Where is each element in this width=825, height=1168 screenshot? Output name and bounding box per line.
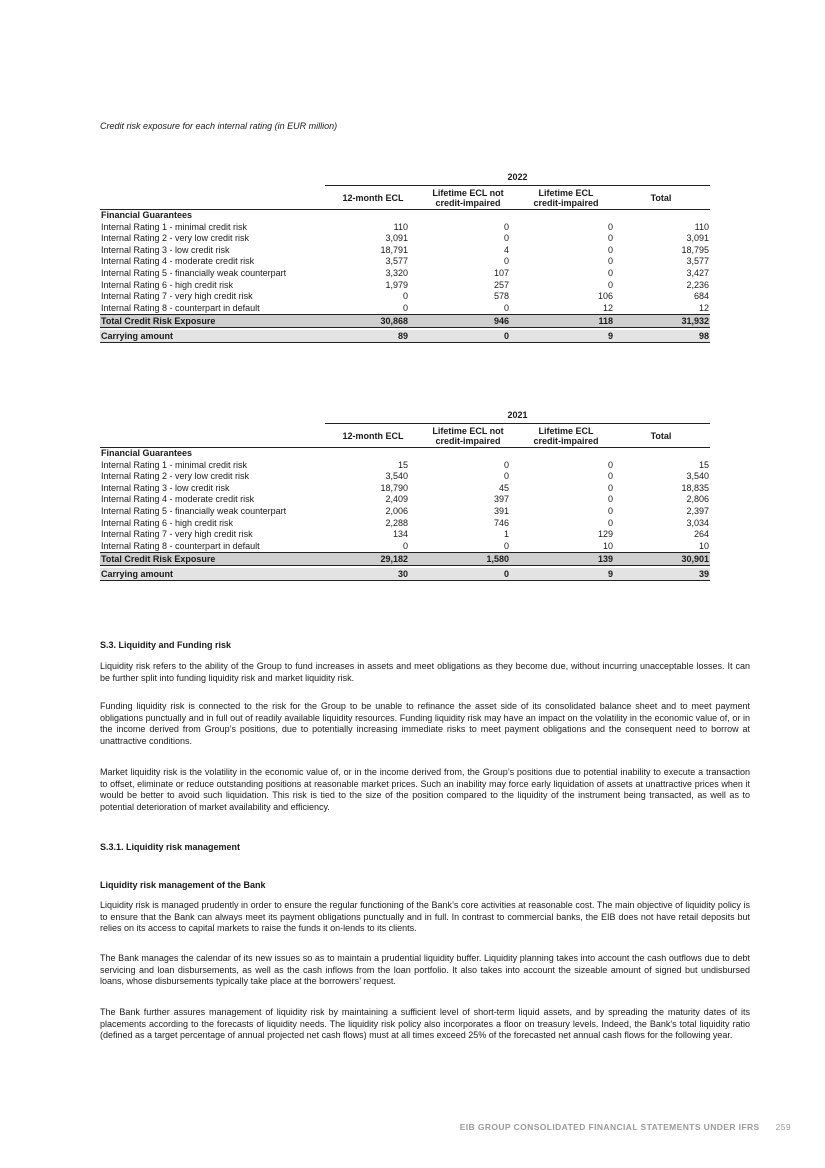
table-row: Internal Rating 1 - minimal credit risk 110 0 0 110 (101, 221, 709, 232)
page-footer (460, 1122, 791, 1132)
total-row: Total Credit Risk Exposure 30,868 946 118 31,932 (101, 316, 709, 327)
table-row: Internal Rating 3 - low credit risk 18,791 4 0 18,795 (101, 244, 709, 255)
section-heading-s3: S.3. Liquidity and Funding risk (100, 640, 232, 650)
carrying-amount-row: Carrying amount 89 0 9 98 (101, 331, 709, 342)
total-row: Total Credit Risk Exposure 29,182 1,580 139 30,901 (101, 554, 709, 565)
table-year: 2021 (507, 410, 528, 420)
carrying-amount-row: Carrying amount 30 0 9 39 (101, 569, 709, 580)
table-row: Internal Rating 7 - very high credit risk 134 1 129 264 (101, 529, 709, 540)
col-header-lifetime-impaired: Lifetime ECL credit-impaired (533, 426, 599, 446)
paragraph: Market liquidity risk is the volatility in the economic value of, or in the income derived from, the Group’s positions due to potential inability to execute a transaction to offset, eliminate or reduce outstanding positions at reasonable market prices. Such an inability may force early liquidation of assets at unattractive prices when it would be better to avoid such liquidation. This risk is tied to the size of the position compared to the liquidity of the instrument being transacted, as well as to potential deterioration of market availability and efficiency. (100, 767, 750, 812)
paragraph: Liquidity risk refers to the ability of the Group to fund increases in assets and meet obligations as they become due, without incurring unacceptable losses. It can be further split into funding liquidity risk and market liquidity risk. (100, 661, 750, 683)
col-header-lifetime-impaired: Lifetime ECL credit-impaired (533, 188, 599, 208)
table-row: Internal Rating 5 - financially weak counterpart 3,320 107 0 3,427 (101, 267, 709, 278)
paragraph: The Bank further assures management of liquidity risk by maintaining a sufficient level of short-term liquid assets, and by spreading the maturity dates of its placements according to the forecasts of liquidity needs. The liquidity risk policy also incorporates a floor on treasury levels. Indeed, the Bank's total liquidity ratio (defined as a target percentage of annual projected net cash flows) must at all times exceed 25% of the forecasted net annual cash flows for the following year. (100, 1007, 750, 1040)
table-row: Internal Rating 2 - very low credit risk 3,540 0 0 3,540 (101, 471, 709, 482)
table-row: Internal Rating 8 - counterpart in default 0 0 12 12 (101, 302, 709, 313)
paragraph: Liquidity risk is managed prudently in order to ensure the regular functioning of the Bank’s core activities at reasonable cost. The main objective of liquidity policy is to ensure that the Bank can always meet its payment obligations punctually and in full. In contrast to commercial banks, the EIB does not have retail deposits but relies on its access to capital markets to raise the funds it on-lends to its clients. (100, 900, 750, 933)
table-row: Internal Rating 4 - moderate credit risk 3,577 0 0 3,577 (101, 256, 709, 267)
table-row: Internal Rating 1 - minimal credit risk 15 0 0 15 (101, 459, 709, 470)
section-label: Financial Guarantees (101, 210, 193, 220)
col-header-12m: 12-month ECL (342, 193, 404, 203)
page-number: 259 (775, 1122, 791, 1132)
section-heading-s31: S.3.1. Liquidity risk management (100, 842, 241, 852)
footer-title: EIB GROUP CONSOLIDATED FINANCIAL STATEMENTS UNDER IFRS (459, 1122, 760, 1132)
table-year: 2022 (507, 172, 528, 182)
col-header-total: Total (650, 193, 672, 203)
table-row: Internal Rating 5 - financially weak counterpart 2,006 391 0 2,397 (101, 505, 709, 516)
col-header-lifetime-not-impaired: Lifetime ECL not credit-impaired (432, 188, 504, 208)
table-row: Internal Rating 4 - moderate credit risk 2,409 397 0 2,806 (101, 494, 709, 505)
table-header (100, 185, 710, 210)
table-row: Internal Rating 8 - counterpart in default 0 0 10 10 (101, 540, 709, 551)
table-row: Internal Rating 3 - low credit risk 18,790 45 0 18,835 (101, 482, 709, 493)
table-caption: Credit risk exposure for each internal rating (in EUR million) (100, 121, 338, 131)
table-row: Internal Rating 6 - high credit risk 2,288 746 0 3,034 (101, 517, 709, 528)
col-header-total: Total (650, 431, 672, 441)
paragraph: The Bank manages the calendar of its new issues so as to maintain a prudential liquidity buffer. Liquidity planning takes into account the cash outflows due to debt servicing and loan disbursements, as well as the cash inflows from the loan portfolio. It also takes into account the sizeable amount of signed but undisbursed loans, whose disbursements typically take place at the borrowers’ request. (100, 953, 750, 986)
table-row: Internal Rating 6 - high credit risk 1,979 257 0 2,236 (101, 279, 709, 290)
col-header-12m: 12-month ECL (342, 431, 404, 441)
credit-risk-table-2022 (100, 172, 710, 343)
paragraph: Funding liquidity risk is connected to the risk for the Group to be unable to refinance the asset side of its consolidated balance sheet and to meet payment obligations punctually and in full out of readily available liquidity resources. Funding liquidity risk may have an impact on the volatility in the economic value of, or in the income derived from Group’s positions, due to potentially increasing immediate risks to meet payment obligations and the consequent need to borrow at unattractive conditions. (100, 701, 750, 746)
table-header (100, 423, 710, 448)
credit-risk-table-2021 (100, 410, 710, 581)
table-row: Internal Rating 2 - very low credit risk 3,091 0 0 3,091 (101, 233, 709, 244)
table-row: Internal Rating 7 - very high credit risk 0 578 106 684 (101, 291, 709, 302)
col-header-lifetime-not-impaired: Lifetime ECL not credit-impaired (432, 426, 504, 446)
section-label: Financial Guarantees (101, 448, 193, 458)
subheading-bank: Liquidity risk management of the Bank (100, 880, 266, 890)
